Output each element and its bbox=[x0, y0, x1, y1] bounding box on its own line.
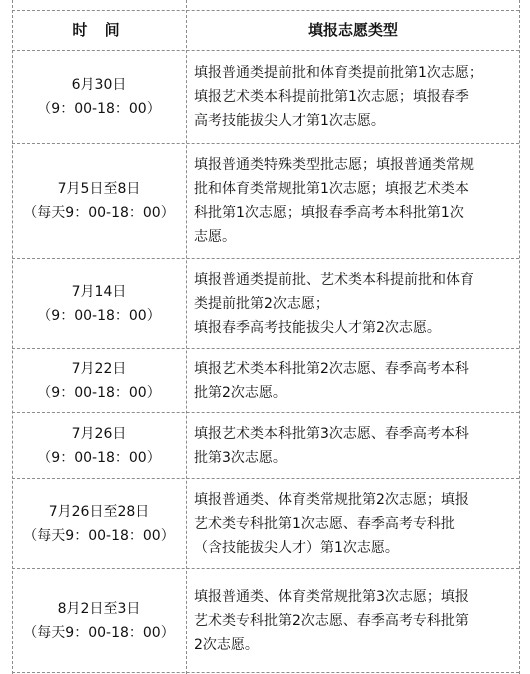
description-text: 填报普通类特殊类型批志愿；填报普通类常规 批和体育类常规批第1次志愿；填报艺术类本 科批第1次志愿；填报春季高考本科批第1次 志愿。 bbox=[194, 157, 474, 245]
hours-text: （9：00-18：00） bbox=[37, 307, 161, 324]
date-cell bbox=[12, 144, 186, 258]
description-text: 填报艺术类本科批第2次志愿、春季高考本科 批第2次志愿。 bbox=[194, 360, 469, 401]
description-cell bbox=[194, 144, 512, 258]
date-text: 7月26日 bbox=[71, 425, 127, 442]
date-cell bbox=[12, 413, 186, 478]
hours-text: （每天9：00-18：00） bbox=[23, 527, 175, 544]
table-border-right bbox=[519, 0, 520, 674]
description-cell bbox=[194, 479, 512, 568]
table-row bbox=[12, 479, 519, 568]
date-text: 7月5日至8日 bbox=[57, 181, 141, 197]
date-cell bbox=[12, 479, 186, 568]
description-text: 填报艺术类本科批第3次志愿、春季高考本科 批第3次志愿。 bbox=[194, 425, 469, 466]
table-row bbox=[12, 144, 519, 258]
table-row bbox=[12, 51, 519, 143]
hours-text: （9：00-18：00） bbox=[37, 101, 161, 117]
date-text: 6月30日 bbox=[71, 77, 127, 93]
table-border-bottom bbox=[12, 672, 519, 673]
date-cell bbox=[12, 259, 186, 348]
table-row bbox=[12, 413, 519, 478]
date-text: 8月2日至3日 bbox=[57, 600, 141, 617]
hours-text: （9：00-18：00） bbox=[37, 449, 161, 466]
header-time: 时 间 bbox=[72, 21, 126, 39]
table-row bbox=[12, 349, 519, 412]
hours-text: （每天9：00-18：00） bbox=[23, 205, 175, 221]
date-text: 7月14日 bbox=[71, 283, 127, 300]
date-text: 7月26日至28日 bbox=[48, 503, 150, 520]
description-text: 填报普通类提前批、艺术类本科提前批和体育 类提前批第2次志愿； 填报春季高考技能拔尖人才第2次志愿。 bbox=[194, 271, 474, 336]
hours-text: （9：00-18：00） bbox=[37, 384, 161, 401]
table-header bbox=[12, 10, 519, 50]
description-cell bbox=[194, 413, 512, 478]
date-cell bbox=[12, 569, 186, 672]
description-text: 填报普通类提前批和体育类提前批第1次志愿； 填报艺术类本科提前批第1次志愿；填报春季 高考技能拔尖人才第1次志愿。 bbox=[194, 65, 483, 129]
description-cell bbox=[194, 51, 512, 143]
table-row bbox=[12, 259, 519, 348]
description-text: 填报普通类、体育类常规批第2次志愿；填报 艺术类专科批第1次志愿、春季高考专科批 （含技能拔尖人才）第1次志愿。 bbox=[194, 491, 469, 556]
description-cell bbox=[194, 569, 512, 672]
table-row bbox=[12, 569, 519, 672]
date-cell bbox=[12, 51, 186, 143]
hours-text: （每天9：00-18：00） bbox=[23, 624, 175, 641]
date-text: 7月22日 bbox=[71, 360, 127, 377]
header-type: 填报志愿类型 bbox=[307, 21, 398, 39]
description-text: 填报普通类、体育类常规批第3次志愿；填报 艺术类专科批第2次志愿、春季高考专科批第 2次志愿。 bbox=[194, 588, 469, 653]
description-cell bbox=[194, 349, 512, 412]
description-cell bbox=[194, 259, 512, 348]
date-cell bbox=[12, 349, 186, 412]
